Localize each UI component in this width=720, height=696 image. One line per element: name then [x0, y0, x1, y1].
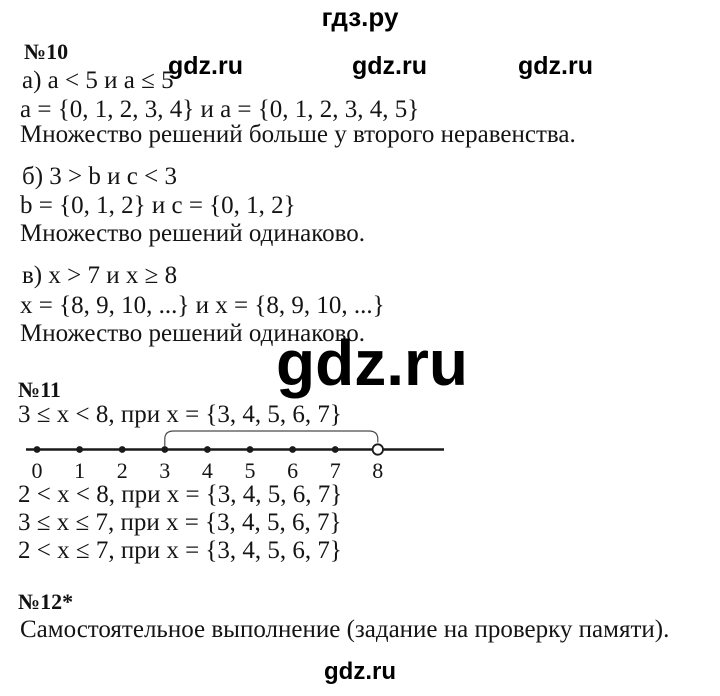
- point-dot: [332, 446, 339, 453]
- task10b-sets: b = {0, 1, 2} и c = {0, 1, 2}: [20, 192, 296, 219]
- point-label: 2: [116, 458, 128, 482]
- range-bracket: [165, 431, 378, 446]
- task10v-conclusion: Множество решений одинаково.: [20, 320, 365, 347]
- point-label: 4: [201, 458, 213, 482]
- task10b-conclusion: Множество решений одинаково.: [20, 220, 365, 247]
- point-dot: [76, 446, 83, 453]
- point-label: 7: [329, 458, 341, 482]
- task11-inequality-2: 2 < x < 8, при x = {3, 4, 5, 6, 7}: [18, 481, 343, 508]
- watermark-large: gdz.ru: [276, 327, 468, 399]
- point-dot: [247, 446, 254, 453]
- task11-inequality-3: 3 ≤ x ≤ 7, при x = {3, 4, 5, 6, 7}: [18, 509, 342, 536]
- task11-inequality-1: 3 ≤ x < 8, при x = {3, 4, 5, 6, 7}: [18, 401, 342, 428]
- point-dot: [119, 446, 126, 453]
- site-logo-header: гдз.ру: [321, 2, 399, 32]
- task10-heading: №10: [24, 39, 69, 64]
- open-point-dot: [373, 444, 383, 454]
- task10v-sets: x = {8, 9, 10, ...} и x = {8, 9, 10, ...}: [20, 292, 385, 319]
- point-label: 3: [159, 458, 171, 482]
- site-logo-footer: gdz.ru: [324, 658, 396, 685]
- task10v-condition: в) x > 7 и x ≥ 8: [22, 262, 178, 289]
- watermark-text: gdz.ru: [352, 52, 427, 80]
- task12-heading: №12*: [18, 589, 74, 614]
- watermark-text: gdz.ru: [168, 52, 243, 80]
- point-label: 0: [31, 458, 43, 482]
- task12-text: Самостоятельное выполнение (задание на проверку памяти).: [20, 616, 670, 643]
- task10b-condition: б) 3 > b и c < 3: [22, 163, 177, 190]
- number-line-diagram: [16, 420, 476, 482]
- task10a-conclusion: Множество решений больше у второго неравенства.: [20, 121, 576, 148]
- watermark-text: gdz.ru: [518, 52, 593, 80]
- point-label: 1: [74, 458, 86, 482]
- task11-inequality-4: 2 < x ≤ 7, при x = {3, 4, 5, 6, 7}: [18, 537, 342, 564]
- point-dot: [161, 446, 168, 453]
- point-label: 8: [372, 458, 384, 482]
- task11-heading: №11: [18, 377, 61, 402]
- task10a-condition: а) a < 5 и a ≤ 5: [22, 67, 174, 94]
- point-dot: [204, 446, 211, 453]
- task10a-sets: a = {0, 1, 2, 3, 4} и a = {0, 1, 2, 3, 4, 5}: [20, 96, 420, 123]
- point-label: 5: [244, 458, 256, 482]
- point-dot: [289, 446, 296, 453]
- point-dot: [34, 446, 41, 453]
- point-label: 6: [287, 458, 299, 482]
